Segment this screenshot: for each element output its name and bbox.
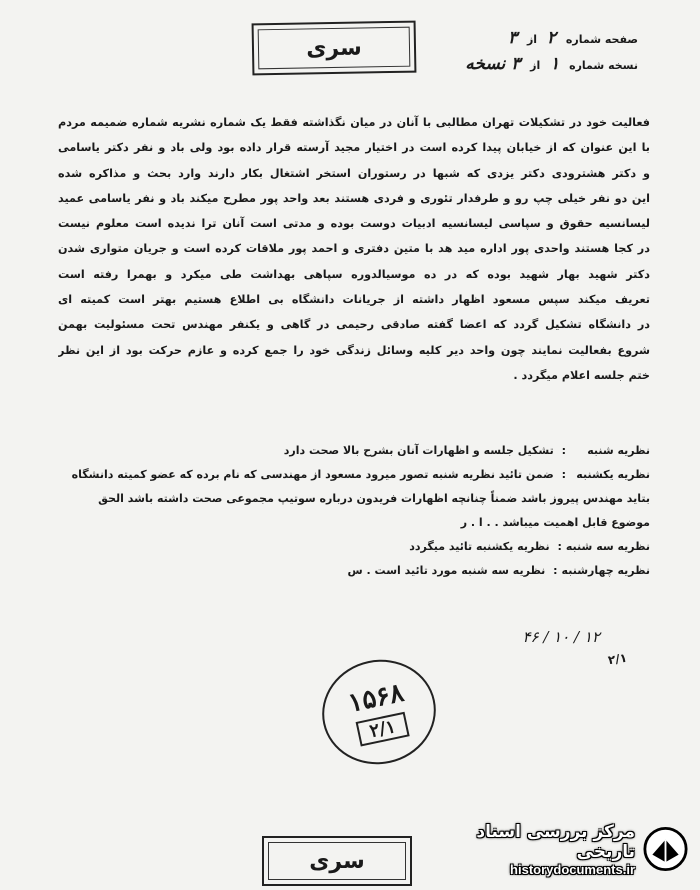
seal-sub-number: ۲/۱ <box>356 711 410 746</box>
page-number-value: ۲ <box>546 28 557 48</box>
opinions-section <box>30 444 650 588</box>
page-number-line <box>502 28 638 48</box>
body-line: تعریف میکند سپس مسعود اظهار داشته از جریانات دانشگاه بی اطلاع هستیم بهتر است کمیته ای <box>58 293 650 307</box>
archive-watermark <box>426 818 688 880</box>
opinion-row: نظریه شنبه: تشکیل جلسه و اظهارات آنان بشرح بالا صحت دارد <box>283 444 650 457</box>
body-line: دکتر شهید بهار شهید بوده که در ده موسیالدوره سپاهی بهداشت طی میکرد و بهمرا رفته است <box>58 267 650 281</box>
secret-stamp-label: سری <box>258 27 411 70</box>
opinion-text: موضوع قابل اهمیت میباشد . . ا . ر <box>460 516 650 529</box>
opinion-day: نظریه چهارشنبه <box>561 564 650 577</box>
body-line: ختم جلسه اعلام میگردد . <box>513 368 650 382</box>
secret-stamp-bottom-label: سری <box>268 842 406 880</box>
opinion-text: ضمن تائید نظریه شنبه تصور میرود مسعود از مهندسی که نام برده که عضو کمیته دانشگاه <box>71 468 554 481</box>
opinion-row: نظریه چهارشنبه: نظریه سه شنبه مورد تائید است . س <box>347 564 650 577</box>
copy-number-line <box>459 54 638 74</box>
watermark-persian: مرکز بررسی اسناد تاریخی <box>476 821 635 862</box>
opinion-text: نظریه سه شنبه مورد تائید است . س <box>347 564 546 577</box>
page-number-of: از <box>526 33 538 46</box>
opinion-row: نظریه یکشنبه: ضمن تائید نظریه شنبه تصور میرود مسعود از مهندسی که نام برده که عضو کمیته دانشگاه <box>71 468 650 481</box>
copy-number-of: از <box>530 59 541 72</box>
copy-number-label: نسخه شماره <box>569 59 638 72</box>
page-number-label: صفحه شماره <box>565 33 638 46</box>
page-total-value: ۳ <box>507 28 518 48</box>
opinion-day: نظریه یکشنبه <box>576 468 650 481</box>
body-line: با این عنوان که از خیابان پیدا کرده است در اختیار مجید آرسته قرار داده بود ولی باد و نفر دکتر یاسامی <box>58 141 650 155</box>
opinion-text: نظریه یکشنبه تائید میگردد <box>409 540 550 553</box>
handwritten-date: ۱۲ / ۱۰ / ۴۶ <box>522 628 600 646</box>
watermark-text <box>426 822 635 877</box>
body-line: فعالیت خود در تشکیلات تهران مطالبی با آنان در میان نگذاشته فقط یک شماره نشریه شماره ضمیمه مردم <box>58 116 650 129</box>
handwritten-page-mark: ۲/۱ <box>607 650 628 668</box>
opinion-text: تشکیل جلسه و اظهارات آنان بشرح بالا صحت دارد <box>283 444 554 457</box>
body-line: این دو نفر خیلی چپ رو و طرفدار تئوری و فردی هستند بعد واحد پور مطرح میکند باد و نفر یاسامی عمید <box>58 191 650 205</box>
archive-seal <box>312 649 445 774</box>
book-logo-icon <box>643 825 688 873</box>
body-line: در کجا هستند واحدی پور اداره مید هد با متین دفتری و احمد پور ملاقات کرده است و جریان متواری شدن <box>58 242 650 256</box>
opinion-day: نظریه سه شنبه <box>565 540 650 553</box>
body-line: لیسانسیه حقوق و سپاسی لیسانسیه ادبیات دوست بوده و مدتی است آنان ترا ندیده است معلوم نیست <box>58 217 650 231</box>
seal-number: ۱۵۶۸ <box>345 677 407 719</box>
watermark-url: historydocuments.ir <box>510 861 635 877</box>
opinion-row: نظریه سه شنبه: نظریه یکشنبه تائید میگردد <box>409 540 650 553</box>
opinion-row <box>30 492 650 516</box>
report-body <box>58 110 650 388</box>
opinion-row <box>30 516 650 540</box>
copy-number-value: ۱ <box>550 54 560 74</box>
secret-stamp-top <box>252 21 417 76</box>
body-line: و دکتر هشترودی دکتر یزدی که شبها در رستوران استخر اشتغال بکار دارند وارد بحث و مذاکره شده <box>58 166 650 180</box>
body-line: در دانشگاه تشکیل گردد که اعضا گفته صادقی رحیمی در گاهی و یکنفر مهندس تحت مسئولیت بهمن <box>58 318 650 332</box>
opinion-text: بتاید مهندس پیروز باشد ضمناً چنانچه اظهارات فریدون درباره سوتیپ مجموعی صحت داشته باشد الحق <box>98 492 650 505</box>
opinion-day: نظریه شنبه <box>587 444 650 457</box>
body-line: شروع بفعالیت نمایند چون واحد دیر کلیه وسائل زندگی خود را جمع کرده و عازم حرکت بود از این نظر <box>58 343 650 357</box>
secret-stamp-bottom <box>262 836 412 886</box>
copy-total-value: ۳ نسخه <box>465 54 521 74</box>
